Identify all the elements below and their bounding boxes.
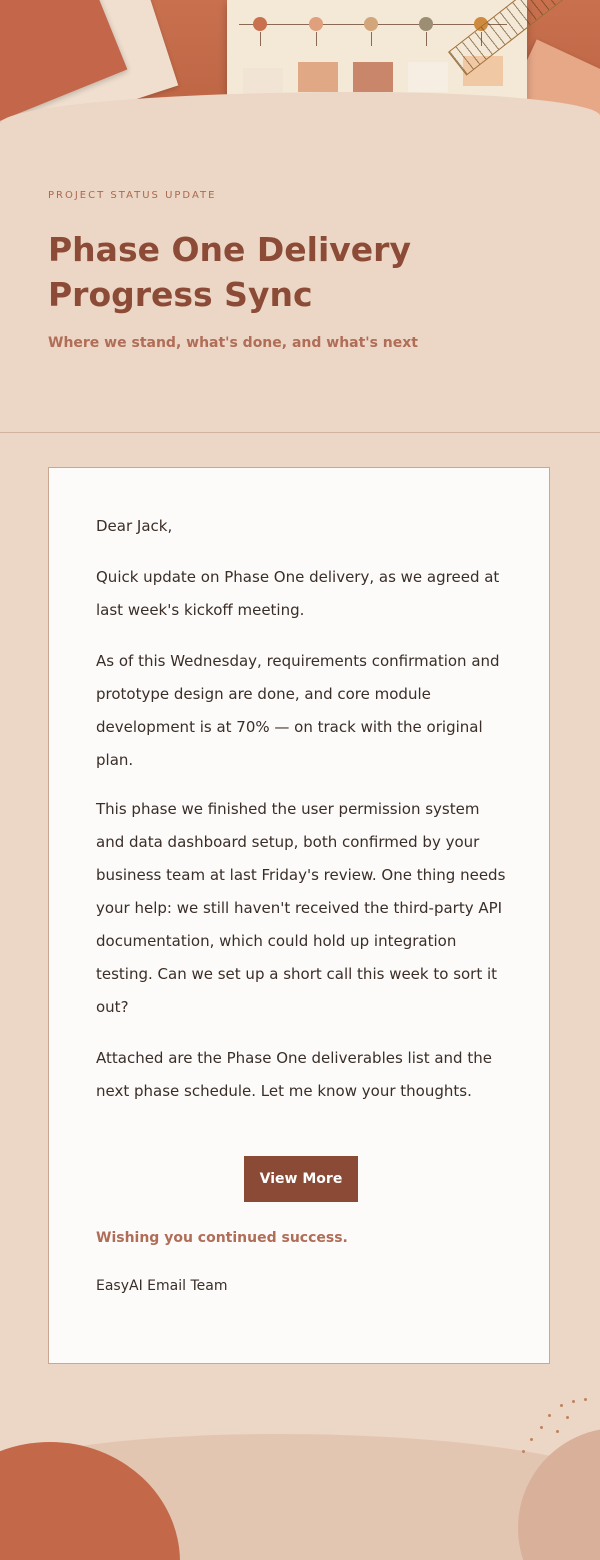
email-paragraph: This phase we finished the user permission system and data dashboard setup, both confirmed by your business team at last Friday's review. One thing needs your help: we still haven't received the third-party API documentation, which could hold up integration testing. Can we set up a short call this week to sort it out? — [96, 800, 506, 1016]
timeline-swatch — [298, 62, 338, 92]
speckle-dot — [548, 1414, 551, 1417]
speckle-dot — [584, 1398, 587, 1401]
timeline-stem — [260, 32, 261, 46]
speckle-dot — [572, 1400, 575, 1403]
timeline-swatch — [353, 62, 393, 92]
timeline-dot — [309, 17, 323, 31]
speckle-dot — [566, 1416, 569, 1419]
timeline-stem — [371, 32, 372, 46]
page-title: Phase One Delivery Progress Sync — [48, 230, 411, 314]
timeline-swatch — [408, 62, 448, 92]
header-illustration — [0, 0, 600, 160]
eyebrow-label: PROJECT STATUS UPDATE — [48, 190, 217, 201]
header-paper-edge — [0, 92, 600, 160]
speckle-dot — [556, 1430, 559, 1433]
email-paragraph: As of this Wednesday, requirements confirmation and prototype design are done, and core module development is at 70% — on track with the original plan. — [96, 652, 500, 769]
email-paragraph: Attached are the Phase One deliverables list and the next phase schedule. Let me know your thoughts. — [96, 1049, 492, 1100]
email-signature: EasyAI Email Team — [96, 1278, 228, 1294]
timeline-dot — [253, 17, 267, 31]
email-greeting: Dear Jack, — [96, 517, 173, 535]
speckle-dot — [560, 1404, 563, 1407]
footer-circle-beige — [518, 1428, 600, 1560]
speckle-dot — [540, 1426, 543, 1429]
timeline-dot — [364, 17, 378, 31]
speckle-dot — [530, 1438, 533, 1441]
timeline-dot — [419, 17, 433, 31]
footer-illustration — [0, 1364, 600, 1560]
email-card — [48, 467, 550, 1364]
header-divider — [0, 432, 600, 433]
page-subtitle: Where we stand, what's done, and what's next — [48, 335, 418, 351]
email-paragraph: Quick update on Phase One delivery, as we agreed at last week's kickoff meeting. — [96, 568, 500, 619]
view-more-button[interactable]: View More — [244, 1156, 358, 1202]
email-closing: Wishing you continued success. — [96, 1230, 348, 1246]
timeline-stem — [426, 32, 427, 46]
timeline-stem — [316, 32, 317, 46]
speckle-dot — [522, 1450, 525, 1453]
